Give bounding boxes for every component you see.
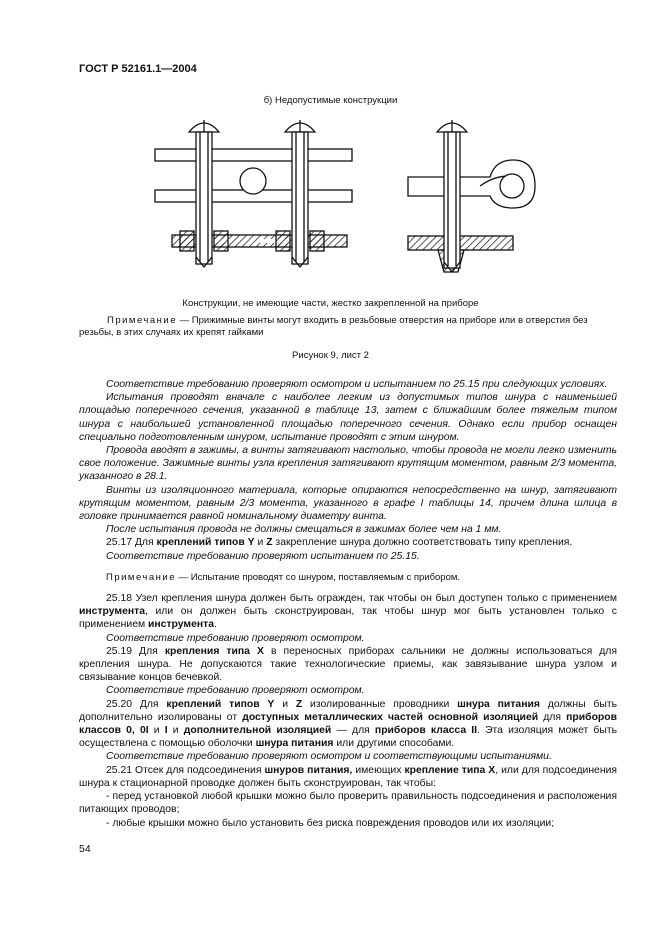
clause-25-21: 25.21 Отсек для подсоединения шнуров питания, имеющих крепление типа X, или для подсоединения шнура к стационарной проводке должен быть сконструирован, так чтобы:: [79, 764, 618, 789]
left-clamp-assembly: [155, 120, 352, 267]
note: Примечание — Испытание проводят со шнуром, поставляемым с прибором.: [106, 571, 461, 583]
paragraph: Испытания проводят вначале с наиболее легким из допустимых типов шнура с наименьшей площадью поперечного сечения, указанной в таблице 13, затем с ближайшим более тяжелым типом шнура с наибольшей установленной площадью поперечного сечения. Однако если прибор оснащен специально подготовленным шнуром, испытание проводят с этим шнуром.: [79, 392, 617, 443]
note-label: Примечание: [107, 315, 177, 326]
paragraph: Провода вводят в зажимы, а винты затягивают настолько, чтобы провода не могли легко изменить свое положение. Зажимные винты узла крепления затягивают крутящим моментом, равным 2/3 момента, указанного в 28.1.: [79, 445, 617, 483]
figure-title: Рисунок 9, лист 2: [292, 350, 369, 361]
right-clamp-assembly: [408, 120, 535, 272]
paragraph: Соответствие требованию проверяют осмотром и испытанием по 25.15 при следующих условиях.: [106, 379, 608, 390]
clause-25-19: 25.19 Для крепления типа X в переносных приборах сальники не должны использоваться для крепления шнура. Не допускаются такие технологические приемы, как завязывание шнура узлом и связывание концов бечевкой.: [79, 645, 617, 684]
note-text: — Прижимные винты могут входить в резьбовые отверстия на приборе или в отверстия без резьбы, в этих случаях их крепят гайками: [79, 315, 588, 338]
list-item: - любые крышки можно было установить без риска повреждения проводов или их изоляции;: [106, 817, 555, 829]
figure-caption: Конструкции, не имеющие части, жестко закрепленной на приборе: [182, 298, 479, 309]
page-number: 54: [79, 843, 91, 855]
paragraph: Соответствие требованию проверяют осмотром и соответствующими испытаниями.: [106, 751, 552, 763]
paragraph: Соответствие требованию проверяют осмотром.: [106, 632, 365, 644]
paragraph: Соответствие требованию проверяют испытанием по 25.15.: [106, 550, 420, 562]
list-item: - перед установкой любой крышки можно было проверить правильность подсоединения и расположения питающих проводов;: [79, 791, 617, 816]
document-header: ГОСТ Р 52161.1—2004: [79, 63, 197, 75]
body-text: [79, 378, 617, 830]
clause-25-20: 25.20 Для креплений типов Y и Z изолированные проводники шнура питания должны быть дополнительно изолированы от доступных металлических частей основной изоляцией для приборов классов 0, 0I и I и дополнительной изоляцией — для приборов класса II. Эта изоляция может быть осуществлена с помощью оболочки шнура питания или другими способами.: [79, 698, 618, 750]
technical-drawing: [150, 112, 550, 292]
paragraph: После испытания провода не должны смещаться в зажимах более чем на 1 мм.: [106, 524, 502, 536]
paragraph: Винты из изоляционного материала, которые опираются непосредственно на шнур, затягивают крутящим моментом, равным 2/3 момента, указанного в графе I таблицы 14, причем длина шлица в головке принимается равной номинальному диаметру винта.: [79, 484, 617, 523]
figure-subtitle: б) Недопустимые конструкции: [263, 95, 398, 106]
clause-25-18: 25.18 Узел крепления шнура должен быть огражден, так чтобы он был доступен только с применением инструмента, или он должен быть сконструирован, так чтобы шнур мог быть установлен только с применением инструмента.: [79, 593, 617, 631]
figure-note: [79, 315, 619, 339]
paragraph: Соответствие требованию проверяют осмотром.: [106, 685, 365, 697]
clause-25-17: 25.17 Для креплений типов Y и Z закрепление шнура должно соответствовать типу крепления.: [106, 537, 573, 549]
